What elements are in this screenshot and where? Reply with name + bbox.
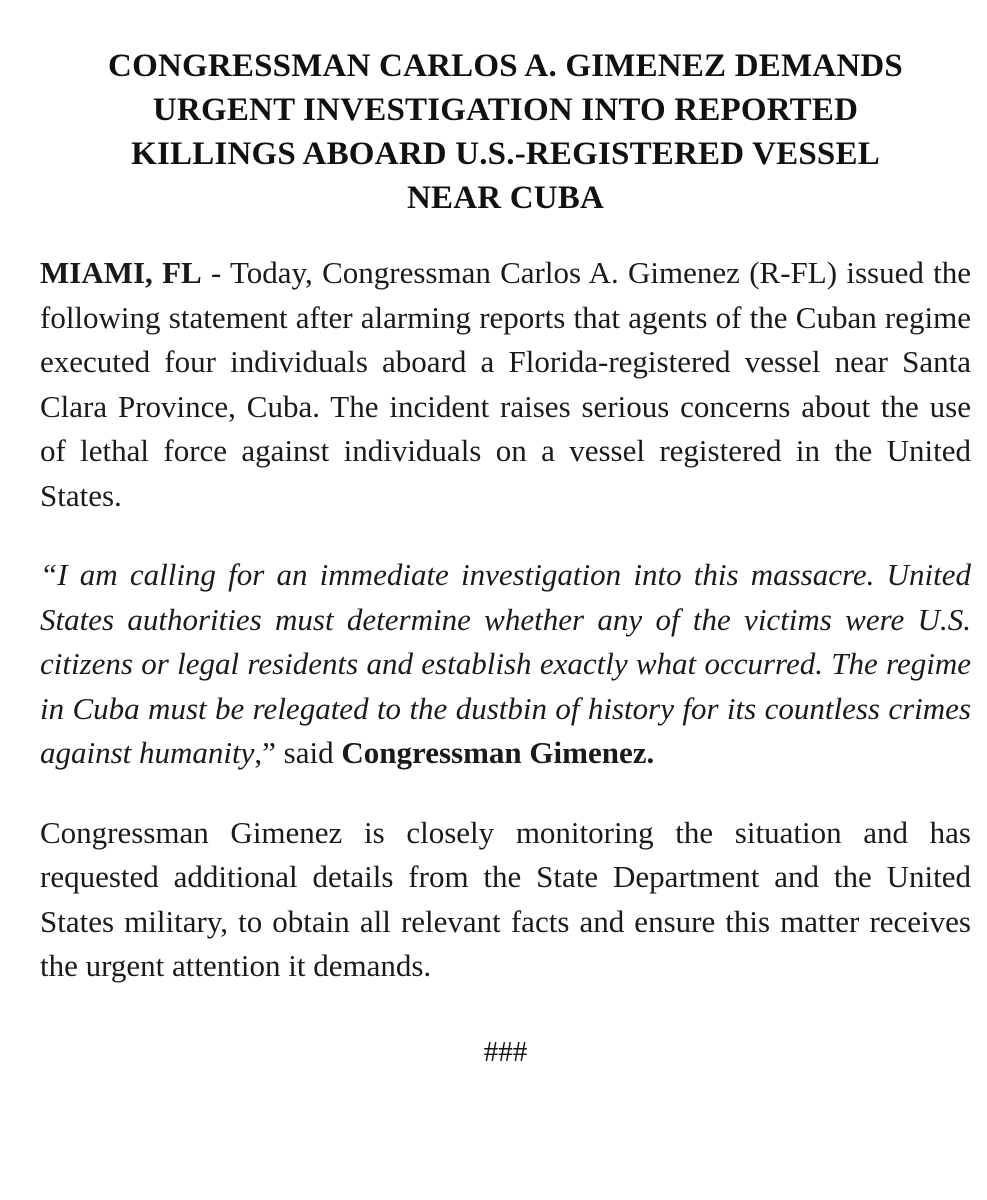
intro-text: - Today, Congressman Carlos A. Gimenez (R-FL) issued the following statement after alarming reports that agents of the Cuban regime executed four individuals aboard a Florida-registered vessel near Santa Clara Province, Cuba. The incident raises serious concerns about the use of lethal force against individuals on a vessel registered in the United States. xyxy=(40,255,971,513)
headline-line-3: KILLINGS ABOARD U.S.-REGISTERED VESSEL xyxy=(131,136,880,172)
headline-line-1: CONGRESSMAN CARLOS A. GIMENEZ DEMANDS xyxy=(108,48,903,84)
speaker-name: Congressman Gimenez. xyxy=(341,735,655,770)
end-mark: ### xyxy=(483,1035,528,1068)
headline-line-2: URGENT INVESTIGATION INTO REPORTED xyxy=(152,92,859,128)
quote-attribution: ,” said xyxy=(254,735,342,770)
intro-paragraph xyxy=(40,251,971,518)
quote-text: “I am calling for an immediate investigation into this massacre. United States authorities must determine whether any of the victims were U.S. citizens or legal residents and establish exactly what occurred. The regime in Cuba must be relegated to the dustbin of history for its countless crimes against humanity xyxy=(40,557,971,770)
quote-paragraph xyxy=(40,553,971,776)
headline-line-4: NEAR CUBA xyxy=(406,180,605,216)
dateline: MIAMI, FL xyxy=(40,255,202,290)
closing-paragraph: Congressman Gimenez is closely monitoring the situation and has requested additional details from the State Department and the United States military, to obtain all relevant facts and ensure this matter receives the urgent attention it demands. xyxy=(40,814,971,983)
headline xyxy=(40,44,971,220)
